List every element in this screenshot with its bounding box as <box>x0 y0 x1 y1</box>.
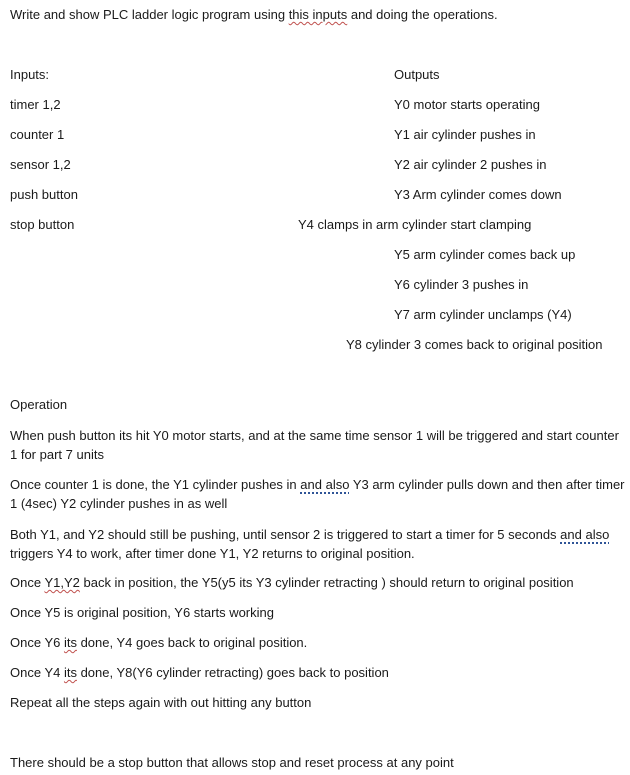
paragraph-4-text-start: Once <box>10 575 45 590</box>
title-text-end: and doing the operations. <box>347 7 498 22</box>
title-marked-phrase: this inputs <box>288 7 348 22</box>
paragraph-6-text-start: Once Y6 <box>10 635 64 650</box>
paragraph-3-text-start: Both Y1, and Y2 should still be pushing, until sensor 2 is triggered to start a timer for 5 seconds <box>10 527 561 542</box>
paragraph-4-text-end: back in position, the Y5(y5 its Y3 cylinder retracting ) should return to original position <box>79 575 574 590</box>
paragraph-7-text-start: Once Y4 <box>10 665 64 680</box>
document-title <box>10 6 498 24</box>
paragraph-2-marked-phrase: and also <box>300 477 350 492</box>
paragraph-2-text-end: Y3 arm cylinder pulls down and then after timer 1 (4sec) Y2 cylinder pushes in as well <box>10 477 625 511</box>
paragraph-4-marked-phrase: Y1,Y2 <box>44 575 80 590</box>
paragraph-2-text-start: Once counter 1 is done, the Y1 cylinder pushes in <box>10 477 301 492</box>
output-item-y5: Y5 arm cylinder comes back up <box>394 247 576 262</box>
operation-paragraph-2 <box>10 475 625 513</box>
input-item-counter: counter 1 <box>10 127 65 142</box>
output-item-y2: Y2 air cylinder 2 pushes in <box>394 157 547 172</box>
paragraph-6-marked-phrase: its <box>63 635 77 650</box>
inputs-heading: Inputs: <box>10 67 50 82</box>
input-item-stop-button: stop button <box>10 217 75 232</box>
operation-paragraph-3 <box>10 525 625 563</box>
operation-paragraph-6 <box>10 634 307 652</box>
paragraph-7-text-end: done, Y8(Y6 cylinder retracting) goes back to position <box>76 665 389 680</box>
operation-heading: Operation <box>10 397 68 412</box>
output-item-y8: Y8 cylinder 3 comes back to original position <box>346 337 603 352</box>
output-item-y4: Y4 clamps in arm cylinder start clamping <box>298 217 532 232</box>
input-item-sensor: sensor 1,2 <box>10 157 71 172</box>
outputs-heading: Outputs <box>394 67 440 82</box>
input-item-push-button: push button <box>10 187 78 202</box>
operation-paragraph-8: Repeat all the steps again with out hitting any button <box>10 695 312 710</box>
output-item-y1: Y1 air cylinder pushes in <box>394 127 536 142</box>
output-item-y6: Y6 cylinder 3 pushes in <box>394 277 529 292</box>
paragraph-3-text-end: triggers Y4 to work, after timer done Y1, Y2 returns to original position. <box>10 546 415 561</box>
input-item-timer: timer 1,2 <box>10 97 61 112</box>
operation-paragraph-5: Once Y5 is original position, Y6 starts working <box>10 605 274 620</box>
operation-paragraph-4 <box>10 574 574 592</box>
output-item-y7: Y7 arm cylinder unclamps (Y4) <box>394 307 572 322</box>
title-text-start: Write and show PLC ladder logic program using <box>10 7 289 22</box>
paragraph-6-text-end: done, Y4 goes back to original position. <box>76 635 308 650</box>
operation-paragraph-7 <box>10 664 389 682</box>
stop-button-note: There should be a stop button that allows stop and reset process at any point <box>10 755 454 770</box>
operation-paragraph-1: When push button its hit Y0 motor starts, and at the same time sensor 1 will be triggered and start counter 1 for part 7 units <box>10 428 619 462</box>
paragraph-3-marked-phrase: and also <box>560 527 610 542</box>
output-item-y3: Y3 Arm cylinder comes down <box>394 187 562 202</box>
paragraph-7-marked-phrase: its <box>63 665 77 680</box>
output-item-y0: Y0 motor starts operating <box>394 97 540 112</box>
